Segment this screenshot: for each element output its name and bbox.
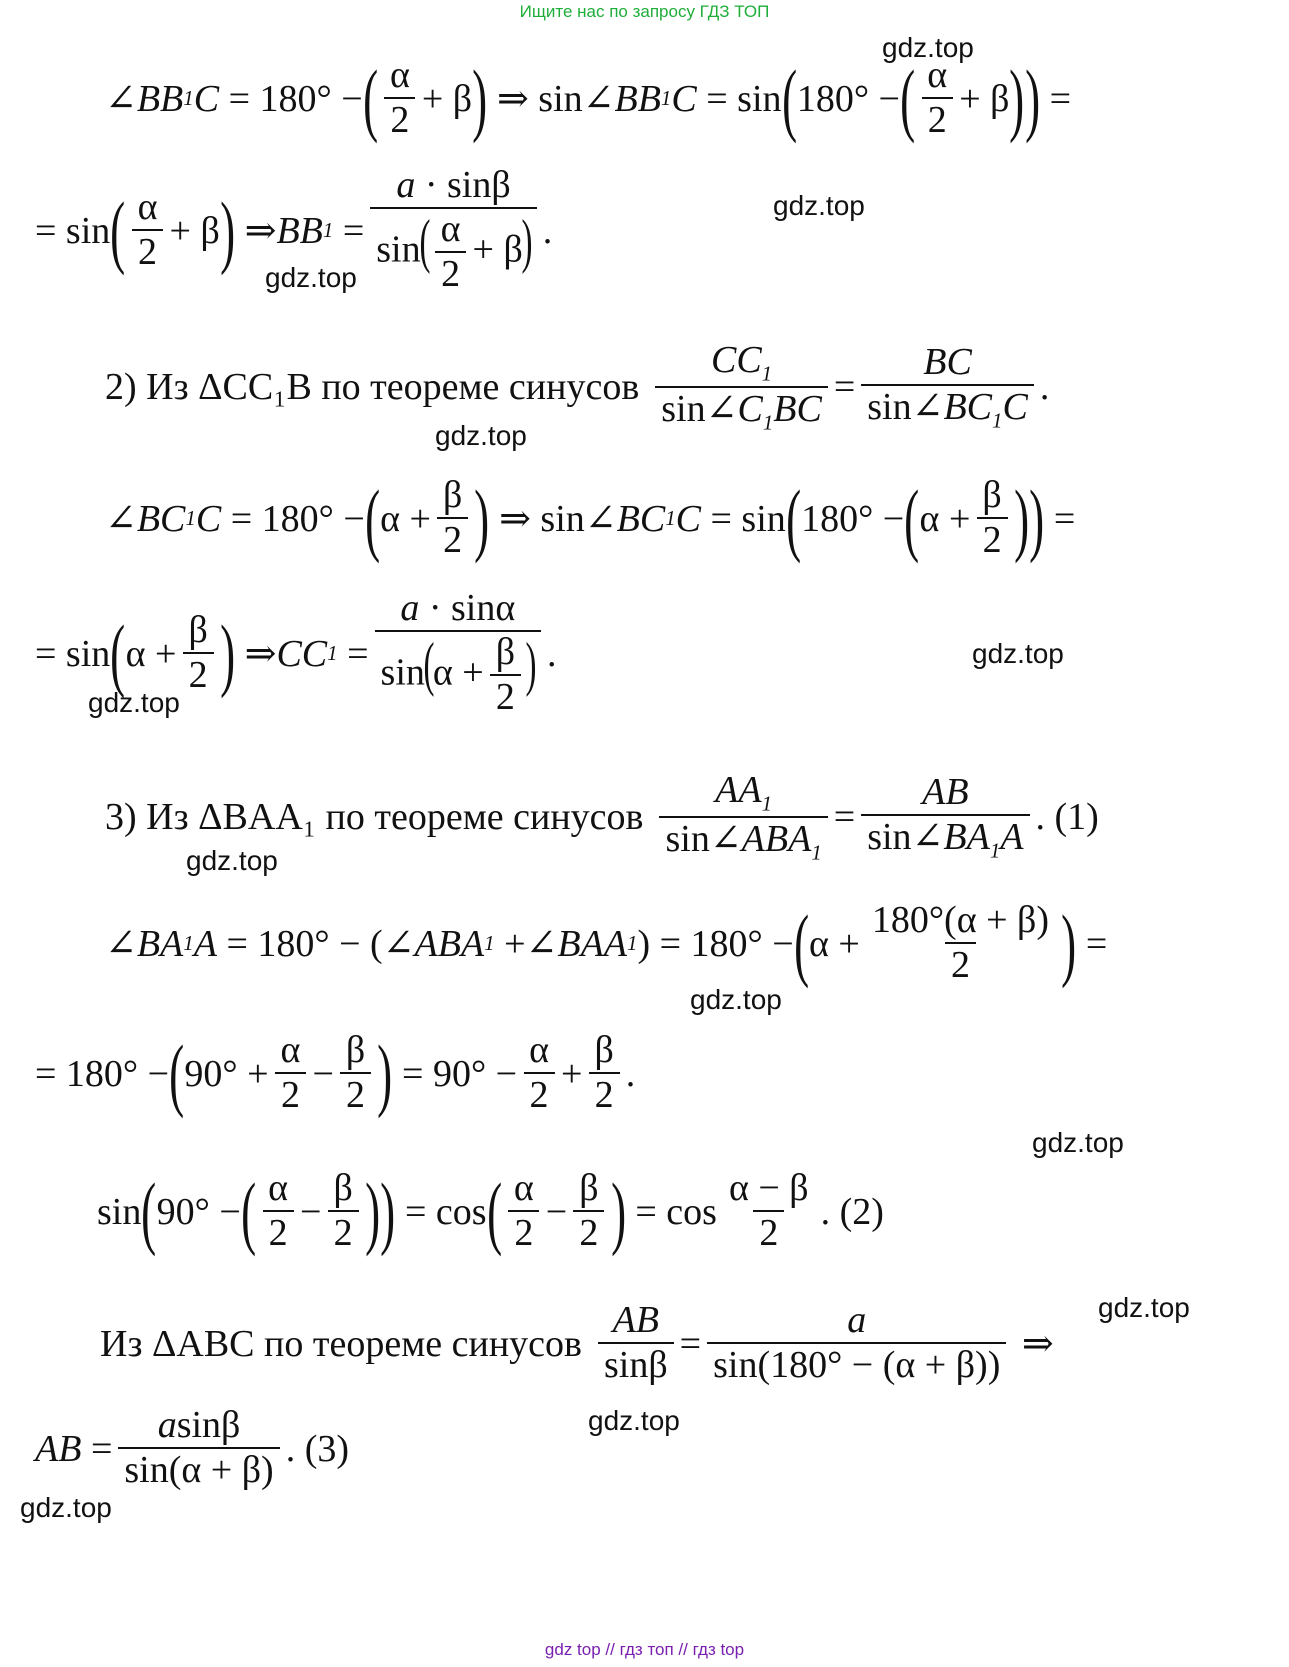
formula-f8: = 180° − ( 90° + $\frac{\alpha}{2}$ − $\frac{\beta}{2}$ ) = 90° − $\frac{\alpha}{2}$ + $\frac{\beta}{2}$ . <box>35 1027 636 1119</box>
watermark: gdz.top <box>773 190 865 221</box>
watermark: gdz.top <box>972 638 1064 669</box>
formula-f4: ∠BC 1 C = 180° − ( α + $\frac{\beta}{2}$ ) ⇒ sin ∠BC 1 C = sin ( 180° − ( α + $\frac{\beta}{2}$ ) ) = <box>105 472 1076 564</box>
text-from2: 2) Из ΔCC₁B по теореме синусов <box>105 366 640 409</box>
formula-f9: sin ( 90° − ( $\frac{\alpha}{2}$ − $\frac{\beta}{2}$ ) ) = cos ( $\frac{\alpha}{2}$ − $\frac{\beta}{2}$ ) = cos $\frac{\alpha - \beta}{2}$ . (2) <box>97 1165 884 1257</box>
footer-links[interactable]: gdz top // гдз топ // гдз top <box>544 1640 745 1659</box>
text-from3: 3) Из ΔBAA₁ по теореме синусов <box>105 796 644 839</box>
formula-f3: 2) Из ΔCC₁B по теореме синусов $\frac{CC_1}{\sin\angle C_1BC}$ = $\frac{BC}{\sin\angle BC_1C}$ . <box>105 339 1050 435</box>
watermark: gdz.top <box>88 687 180 718</box>
watermark: gdz.top <box>186 845 278 876</box>
watermark: gdz.top <box>882 32 974 63</box>
watermark: gdz.top <box>20 1492 112 1523</box>
formula-f1: ∠BB 1 C = 180° − ( $\frac{\alpha}{2}$ + β ) ⇒ sin ∠BB 1 C = sin ( 180° − ( $\frac{\alpha}{2}$ + β ) ) = <box>105 52 1072 144</box>
watermark: gdz.top <box>690 984 782 1015</box>
formula-f10: Из ΔABC по теореме синусов $\frac{AB}{\sin\beta}$ = $\frac{a}{\sin(180^\circ - (\alpha + \beta))}$ ⇒ <box>100 1299 1054 1386</box>
watermark: gdz.top <box>1032 1127 1124 1158</box>
text-fromABC: Из ΔABC по теореме синусов <box>100 1322 582 1365</box>
formula-f7: ∠BA 1 A = 180° − ( ∠ABA 1 + ∠BAA 1 ) = 180° − ( α + $\frac{180^\circ(\alpha + \beta)}{2}$ ) = <box>105 897 1108 989</box>
watermark: gdz.top <box>435 420 527 451</box>
top-banner[interactable]: Ищите нас по запросу ГДЗ ТОП <box>519 2 770 21</box>
watermark: gdz.top <box>1098 1292 1190 1323</box>
formula-f11: AB = $\frac{asin\beta}{\sin(\alpha + \beta)}$ . (3) <box>35 1404 350 1491</box>
formula-f2: = sin ( $\frac{\alpha}{2}$ + β ) ⇒ BB 1 = a · sinβ sin( $\frac{\alpha}{2}$ + β) . <box>35 164 553 295</box>
formula-f6: 3) Из ΔBAA₁ по теореме синусов $\frac{AA_1}{\sin\angle ABA_1}$ = $\frac{AB}{\sin\angle BA_1A}$ . (1) <box>105 769 1099 865</box>
formula-f5: = sin ( α + $\frac{\beta}{2}$ ) ⇒ CC 1 = a · sinα sin(α + $\frac{\beta}{2}$ ) . <box>35 587 557 718</box>
watermark: gdz.top <box>588 1405 680 1436</box>
watermark: gdz.top <box>265 262 357 293</box>
